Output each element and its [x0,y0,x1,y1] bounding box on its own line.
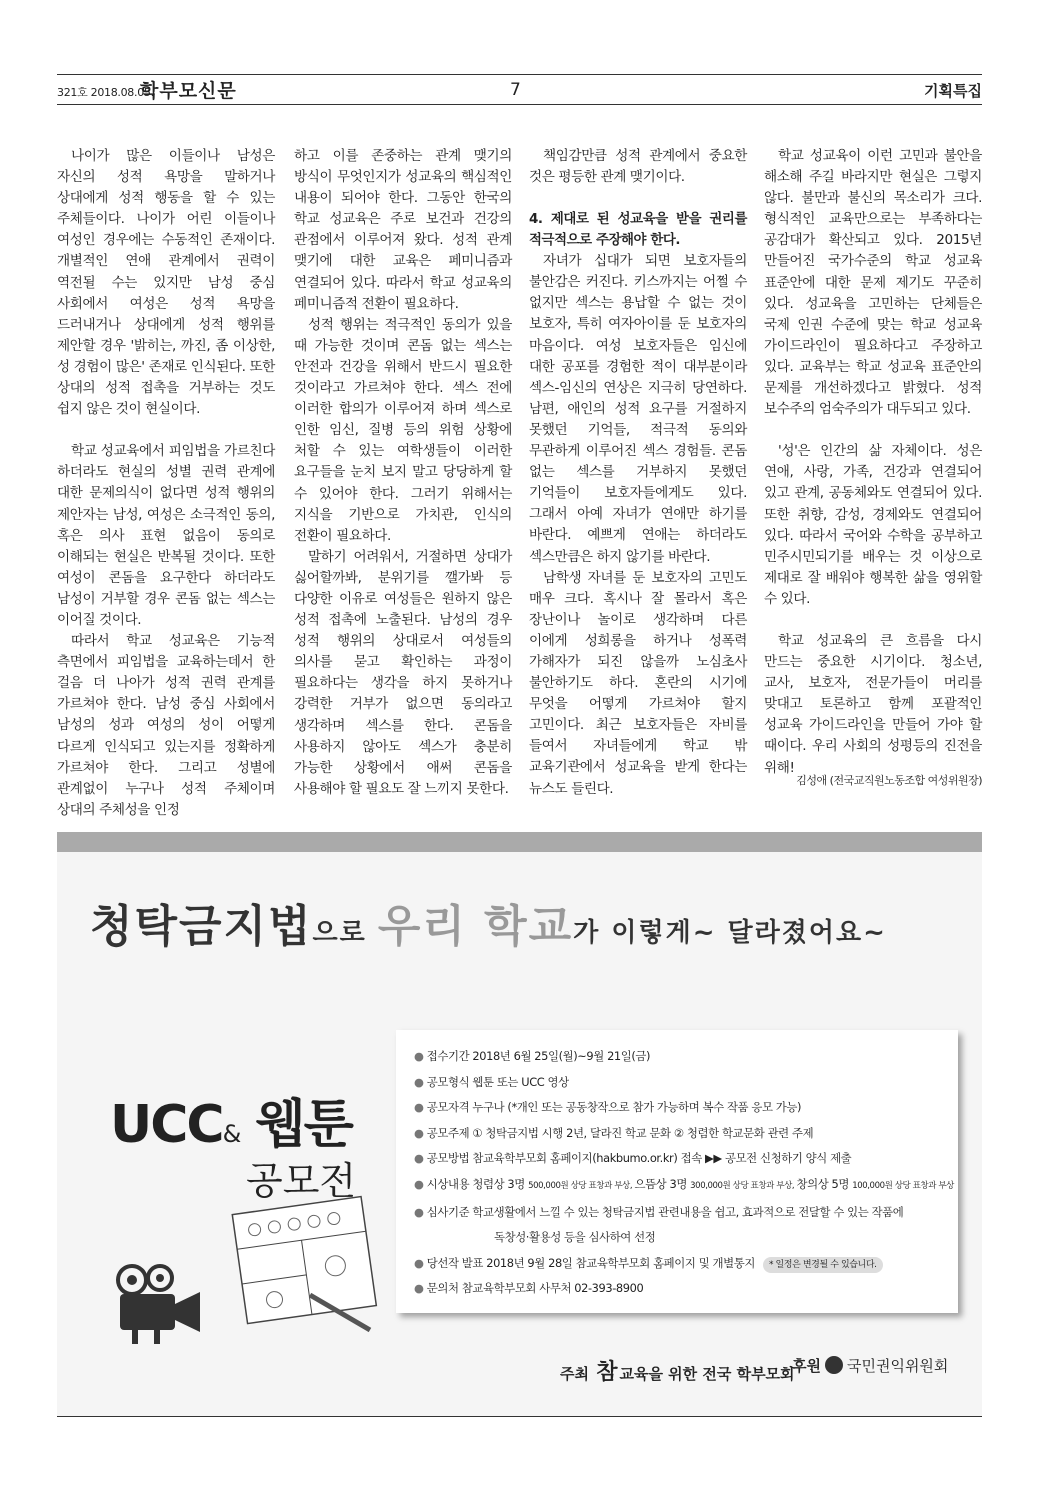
sponsor-name: 국민권익위원회 [846,1357,949,1375]
info-line: ● 접수기간 2018년 6월 25일(월)~9월 21일(금) [414,1049,651,1063]
host-name: 교육을 위한 전국 학부모회 [619,1365,795,1383]
paragraph: 하고 이를 존중하는 관계 맺기의 방식이 무엇인지가 성교육의 핵심적인 내용이 되어야 한다. 그동안 한국의 학교 성교육은 주로 보건과 건강의 관점에서 이루어져 왔다. 성적 관계 맺기에 대한 교육은 페미니즘과 연결되어 있다. 따라서 학교 성교육의 페미니즘적 전환이 필요하다. [294,148,512,312]
info-line: ● 공모방법 참교육학부모회 홈페이지(hakbumo.or.kr) 접속 ▶▶ 공모전 신청하기 양식 제출 [414,1151,852,1166]
issue-date: 321호 2018.08.05. [57,86,154,99]
info-line: ● 시상내용 청렴상 3명 500,000원 상당 표창과 부상, 으뜸상 3명 300,000원 상당 표창과 부상, 창의상 5명 100,000원 상당 표창과 부상 [414,1176,954,1191]
article-column-4 [764,146,982,779]
section-heading: 4. 제대로 된 성교육을 받을 권리를 적극적으로 주장해야 한다. [529,212,747,249]
header-top-rule [57,74,982,75]
paragraph: 나이가 많은 이들이나 남성은 자신의 성적 욕망을 말하거나 상대에게 성적 행동을 할 수 있는 주체들이다. 나이가 어린 이들이나 여성인 경우에는 수동적인 존재이다. 개별적인 연애 관계에서 권력이 역전될 수는 있지만 남성 중심 사회에서 여성은 성적 욕망을 드러내거나 상대에게 성적 행위를 제안할 경우 '밝히는, 까진, 좀 이상한, 성 경험이 많은' 존재로 인식된다. 또한 상대의 성적 접촉을 거부하는 것도 쉽지 않은 것이 현실이다. [57,148,275,418]
info-line: ● 공모주제 ① 청탁금지법 시행 2년, 달라진 학교 문화 ② 청렴한 학교문화 관련 주제 [414,1125,814,1140]
film-camera-icon [110,1262,205,1347]
title-amp: & [222,1120,240,1148]
page-number: 7 [510,80,521,100]
headline-part: 청탁금지법 [90,901,313,952]
ad-top-band [57,832,982,852]
title-webtoon: 웹툰 [255,1095,352,1155]
page-header [57,76,982,106]
info-line: ● 공모자격 누구나 (*개인 또는 공동창작으로 참가 가능하며 복수 작품 응모 가능) [414,1100,802,1115]
paragraph: 학교 성교육이 이런 고민과 불안을 해소해 주길 바라지만 현실은 그렇지 않다. 불만과 불신의 목소리가 크다. 형식적인 교육만으로는 부족하다는 공감대가 확산되고 있다. 2015년 만들어진 국가수준의 학교 성교육 표준안에 대한 문제 제기도 꾸준히 있다. 성교육을 고민하는 단체들은 국제 인권 수준에 맞는 학교 성교육 가이드라인이 필요하다고 주장하고 있다. 교육부는 학교 성교육 표준안의 문제를 개선하겠다고 밝혔다. 성적 보수주의 엄숙주의가 대두되고 있다. [764,148,982,418]
ad-bottom-rule [57,1416,982,1417]
paragraph: 성적 행위는 적극적인 동의가 있을 때 가능한 것이며 콘돔 없는 섹스는 안전과 건강을 위해서 반드시 필요한 것이라고 가르쳐야 한다. 섹스 전에 이러한 합의가 이루어져 하며 섹스로 인한 임신, 질병 등의 위험 상황에 처할 수 있는 여학생들이 이러한 요구들을 눈치 보지 말고 당당하게 할 수 있어야 한다. 그러기 위해서는 지식을 기반으로 가치관, 인식의 전환이 필요하다. [294,316,512,544]
cham-logo: 참 [596,1359,618,1385]
paragraph: 남학생 자녀를 둔 보호자의 고민도 매우 크다. 혹시나 잘 몰라서 혹은 장난이나 놀이로 생각하며 다른 이에게 성희롱을 하거나 성폭력 가해자가 되진 않을까 노심초사 불안하기도 하다. 혼란의 시기에 무엇을 어떻게 가르쳐야 할지 고민이다. 최근 보호자들은 자비를 들여서 자녀들에게 학교 밖 교육기관에서 성교육을 받게 한다는 뉴스도 들린다. [529,569,747,797]
title-ucc: UCC [110,1095,223,1155]
headline-part: 으로 [312,918,378,948]
author-signature: 김성애 (전국교직원노동조합 여성위원장) [796,774,982,787]
contest-info-box [396,1030,958,1313]
paragraph: 자녀가 십대가 되면 보호자들의 불안감은 커진다. 키스까지는 어쩔 수 없지만 섹스는 용납할 수 없는 것이 보호자, 특히 여자아이를 둔 보호자의 마음이다. 여성 보호자들은 임신에 대한 공포를 경험한 적이 대부분이라 섹스-임신의 연상은 지극히 당연하다. 남편, 애인의 성적 요구를 거절하지 못했던 기억들, 적극적 동의와 무관하게 이루어진 섹스 경험들. 콘돔 없는 섹스를 거부하지 못했던 기억들이 보호자들에게도 있다. 그래서 아예 자녀가 연애만 하기를 바란다. 예쁘게 연애는 하더라도 섹스만큼은 하지 않기를 바란다. [529,253,747,565]
schedule-note: * 일정은 변경될 수 있습니다. [763,1257,883,1273]
info-line: ● 심사기준 학교생활에서 느낄 수 있는 청탁금지법 관련내용을 쉽고, 효과적으로 전달할 수 있는 작품에 [414,1204,904,1219]
info-line: 독창성·활용성 등을 심사하여 선정 [494,1230,656,1245]
contest-subtitle: 공모전 [246,1159,357,1203]
paragraph: '성'은 인간의 삶 자체이다. 성은 연애, 사랑, 가족, 건강과 연결되어 있고 관계, 공동체와도 연결되어 있다. 또한 취향, 감성, 경제와도 연결되어 있다. 따라서 국어와 수학을 공부하고 민주시민되기를 배우는 것 이상으로 제대로 잘 배워야 행복한 삶을 영위할 수 있다. [764,443,982,607]
webtoon-sketch-illustration [220,1195,390,1335]
paragraph: 따라서 학교 성교육은 기능적 측면에서 피임법을 교육하는데서 한 걸음 더 나아가 성적 권력 관계를 가르쳐야 한다. 남성 중심 사회에서 남성의 성과 여성의 성이 어떻게 다르게 인식되고 있는지를 정확하게 가르쳐야 한다. 그리고 성별에 관계없이 누구나 성적 주체이며 상대의 주체성을 인정 [57,633,275,818]
paragraph: 책임감만큼 성적 관계에서 중요한 것은 평등한 관계 맺기이다. [529,148,747,186]
article-column-2 [294,146,512,800]
article-column-3 [529,146,747,800]
headline-part: 가 이렇게~ 달라졌어요~ [573,918,887,948]
contest-title [110,1082,352,1157]
sponsor-credit: 후원 국민권익위원회 [792,1357,949,1375]
host-credit: 주최 참 교육을 위한 전국 학부모회 [560,1355,795,1386]
header-bottom-rule [57,104,982,105]
headline-part: 우리 학교 [377,901,574,952]
paragraph: 말하기 어려워서, 거절하면 상대가 싫어할까봐, 분위기를 깰가봐 등 다양한 이유로 여성들은 원하지 않은 성적 접촉에 노출된다. 남성의 경우 성적 행위의 상대로서 여성들의 의사를 묻고 확인하는 과정이 필요하다는 생각을 하지 못하거나 강력한 거부가 없으면 동의라고 생각하며 섹스를 한다. 콘돔을 사용하지 않아도 섹스가 충분히 가능한 상황에서 애써 콘돔을 사용해야 할 필요도 잘 느끼지 못한다. [294,548,512,797]
government-emblem-icon [825,1356,843,1374]
ad-headline [90,890,887,954]
paragraph: 학교 성교육의 큰 흐름을 다시 만드는 중요한 시기이다. 청소년, 교사, 보호자, 전문가들이 머리를 맞대고 토론하고 함께 포괄적인 성교육 가이드라인을 만들어 가야 할 때이다. 우리 사회의 성평등의 진전을 위해! [764,632,982,776]
paragraph: 학교 성교육에서 피임법을 가르친다 하더라도 현실의 성별 권력 관계에 대한 문제의식이 없다면 성적 행위의 제안자는 남성, 여성은 소극적인 동의, 혹은 의사 표현 없음이 동의로 이해되는 현실은 반복될 것이다. 또한 여성이 콘돔을 요구한다 하더라도 남성이 거부할 경우 콘돔 없는 섹스는 이어질 것이다. [57,443,275,628]
article-column-1 [57,146,275,821]
section-title: 기획특집 [924,82,982,100]
info-line: ● 당선작 발표 2018년 9월 28일 참교육학부모회 홈페이지 및 개별통지 * 일정은 변경될 수 있습니다. [414,1251,954,1277]
info-line: ● 공모형식 웹툰 또는 UCC 영상 [414,1074,569,1089]
info-line: ● 문의처 참교육학부모회 사무처 02-393-8900 [414,1281,644,1296]
newspaper-name: 학부모신문 [140,80,237,102]
